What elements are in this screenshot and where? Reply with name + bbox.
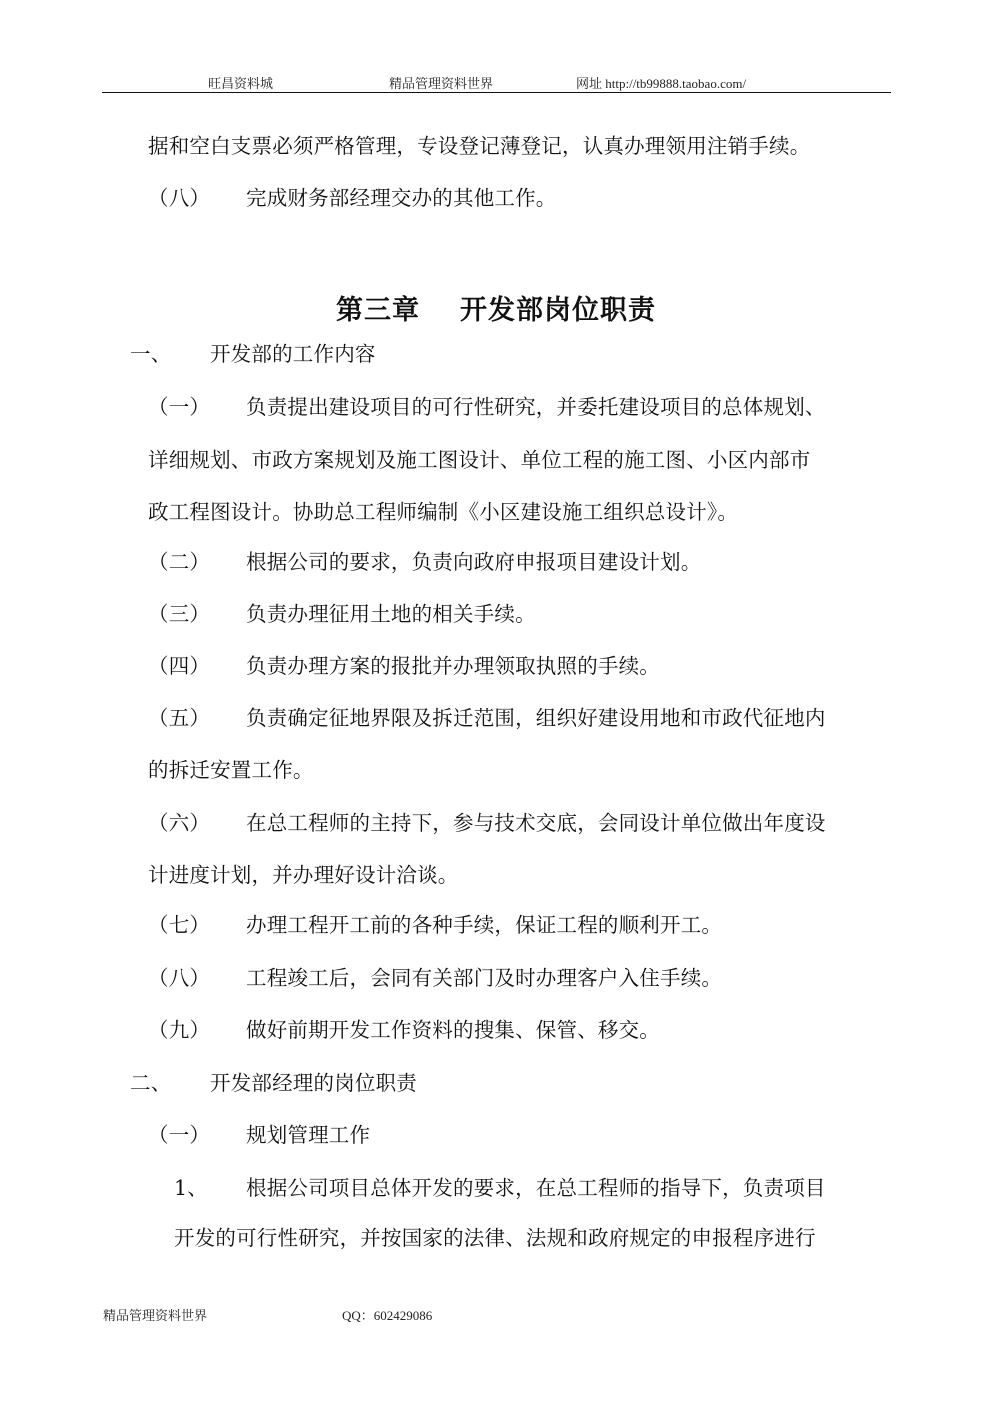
item-marker: （五） — [148, 706, 211, 730]
item-marker: 1、 — [174, 1176, 208, 1200]
header-middle-text: 精品管理资料世界 — [389, 76, 494, 91]
item-text: 在总工程师的主持下，参与技术交底，会同设计单位做出年度设 — [246, 811, 826, 835]
paragraph-line: 详细规划、市政方案规划及施工图设计、单位工程的施工图、小区内部市 — [148, 448, 811, 472]
item-text: 根据公司的要求，负责向政府申报项目建设计划。 — [246, 550, 702, 574]
item-text: 负责确定征地界限及拆迁范围，组织好建设用地和市政代征地内 — [246, 706, 826, 730]
item-marker: （四） — [148, 654, 211, 678]
item-text: 根据公司项目总体开发的要求，在总工程师的指导下，负责项目 — [246, 1176, 826, 1200]
paragraph-line: 开发的可行性研究，并按国家的法律、法规和政府规定的申报程序进行 — [174, 1226, 816, 1250]
item-marker: （八） — [148, 966, 211, 990]
paragraph-line: 计进度计划，并办理好设计洽谈。 — [148, 863, 459, 887]
header-left-text: 旺昌资料城 — [208, 76, 274, 91]
section-marker: 一、 — [130, 342, 172, 366]
chapter-label: 第三章 — [336, 295, 420, 326]
section-marker: 二、 — [130, 1071, 172, 1095]
item-marker: （一） — [148, 395, 211, 419]
footer-left-text: 精品管理资料世界 — [103, 1308, 208, 1323]
item-text: 负责办理方案的报批并办理领取执照的手续。 — [246, 654, 660, 678]
chapter-title — [0, 288, 992, 327]
item-text: 做好前期开发工作资料的搜集、保管、移交。 — [246, 1018, 660, 1042]
item-marker: （八） — [148, 186, 211, 210]
page-header — [102, 70, 890, 92]
section-title: 开发部的工作内容 — [210, 342, 376, 366]
item-text: 完成财务部经理交办的其他工作。 — [246, 186, 557, 210]
item-text: 工程竣工后，会同有关部门及时办理客户入住手续。 — [246, 966, 723, 990]
item-marker: （二） — [148, 550, 211, 574]
item-marker: （一） — [148, 1123, 211, 1147]
chapter-name: 开发部岗位职责 — [460, 295, 656, 326]
item-text: 负责提出建设项目的可行性研究，并委托建设项目的总体规划、 — [246, 395, 826, 419]
item-marker: （九） — [148, 1018, 211, 1042]
footer-qq-text: QQ：602429086 — [342, 1308, 433, 1323]
paragraph-line: 的拆迁安置工作。 — [148, 758, 314, 782]
item-marker: （三） — [148, 602, 211, 626]
item-text: 办理工程开工前的各种手续，保证工程的顺利开工。 — [246, 913, 723, 937]
paragraph-line: 据和空白支票必须严格管理，专设登记薄登记，认真办理领用注销手续。 — [148, 134, 811, 158]
item-marker: （七） — [148, 913, 211, 937]
header-rule — [102, 92, 891, 93]
item-marker: （六） — [148, 811, 211, 835]
header-url-text: 网址 http://tb99888.taobao.com/ — [576, 76, 747, 91]
item-text: 规划管理工作 — [246, 1123, 371, 1147]
item-text: 负责办理征用土地的相关手续。 — [246, 602, 536, 626]
section-title: 开发部经理的岗位职责 — [210, 1071, 417, 1095]
paragraph-line: 政工程图设计。协助总工程师编制《小区建设施工组织总设计》。 — [148, 500, 739, 524]
